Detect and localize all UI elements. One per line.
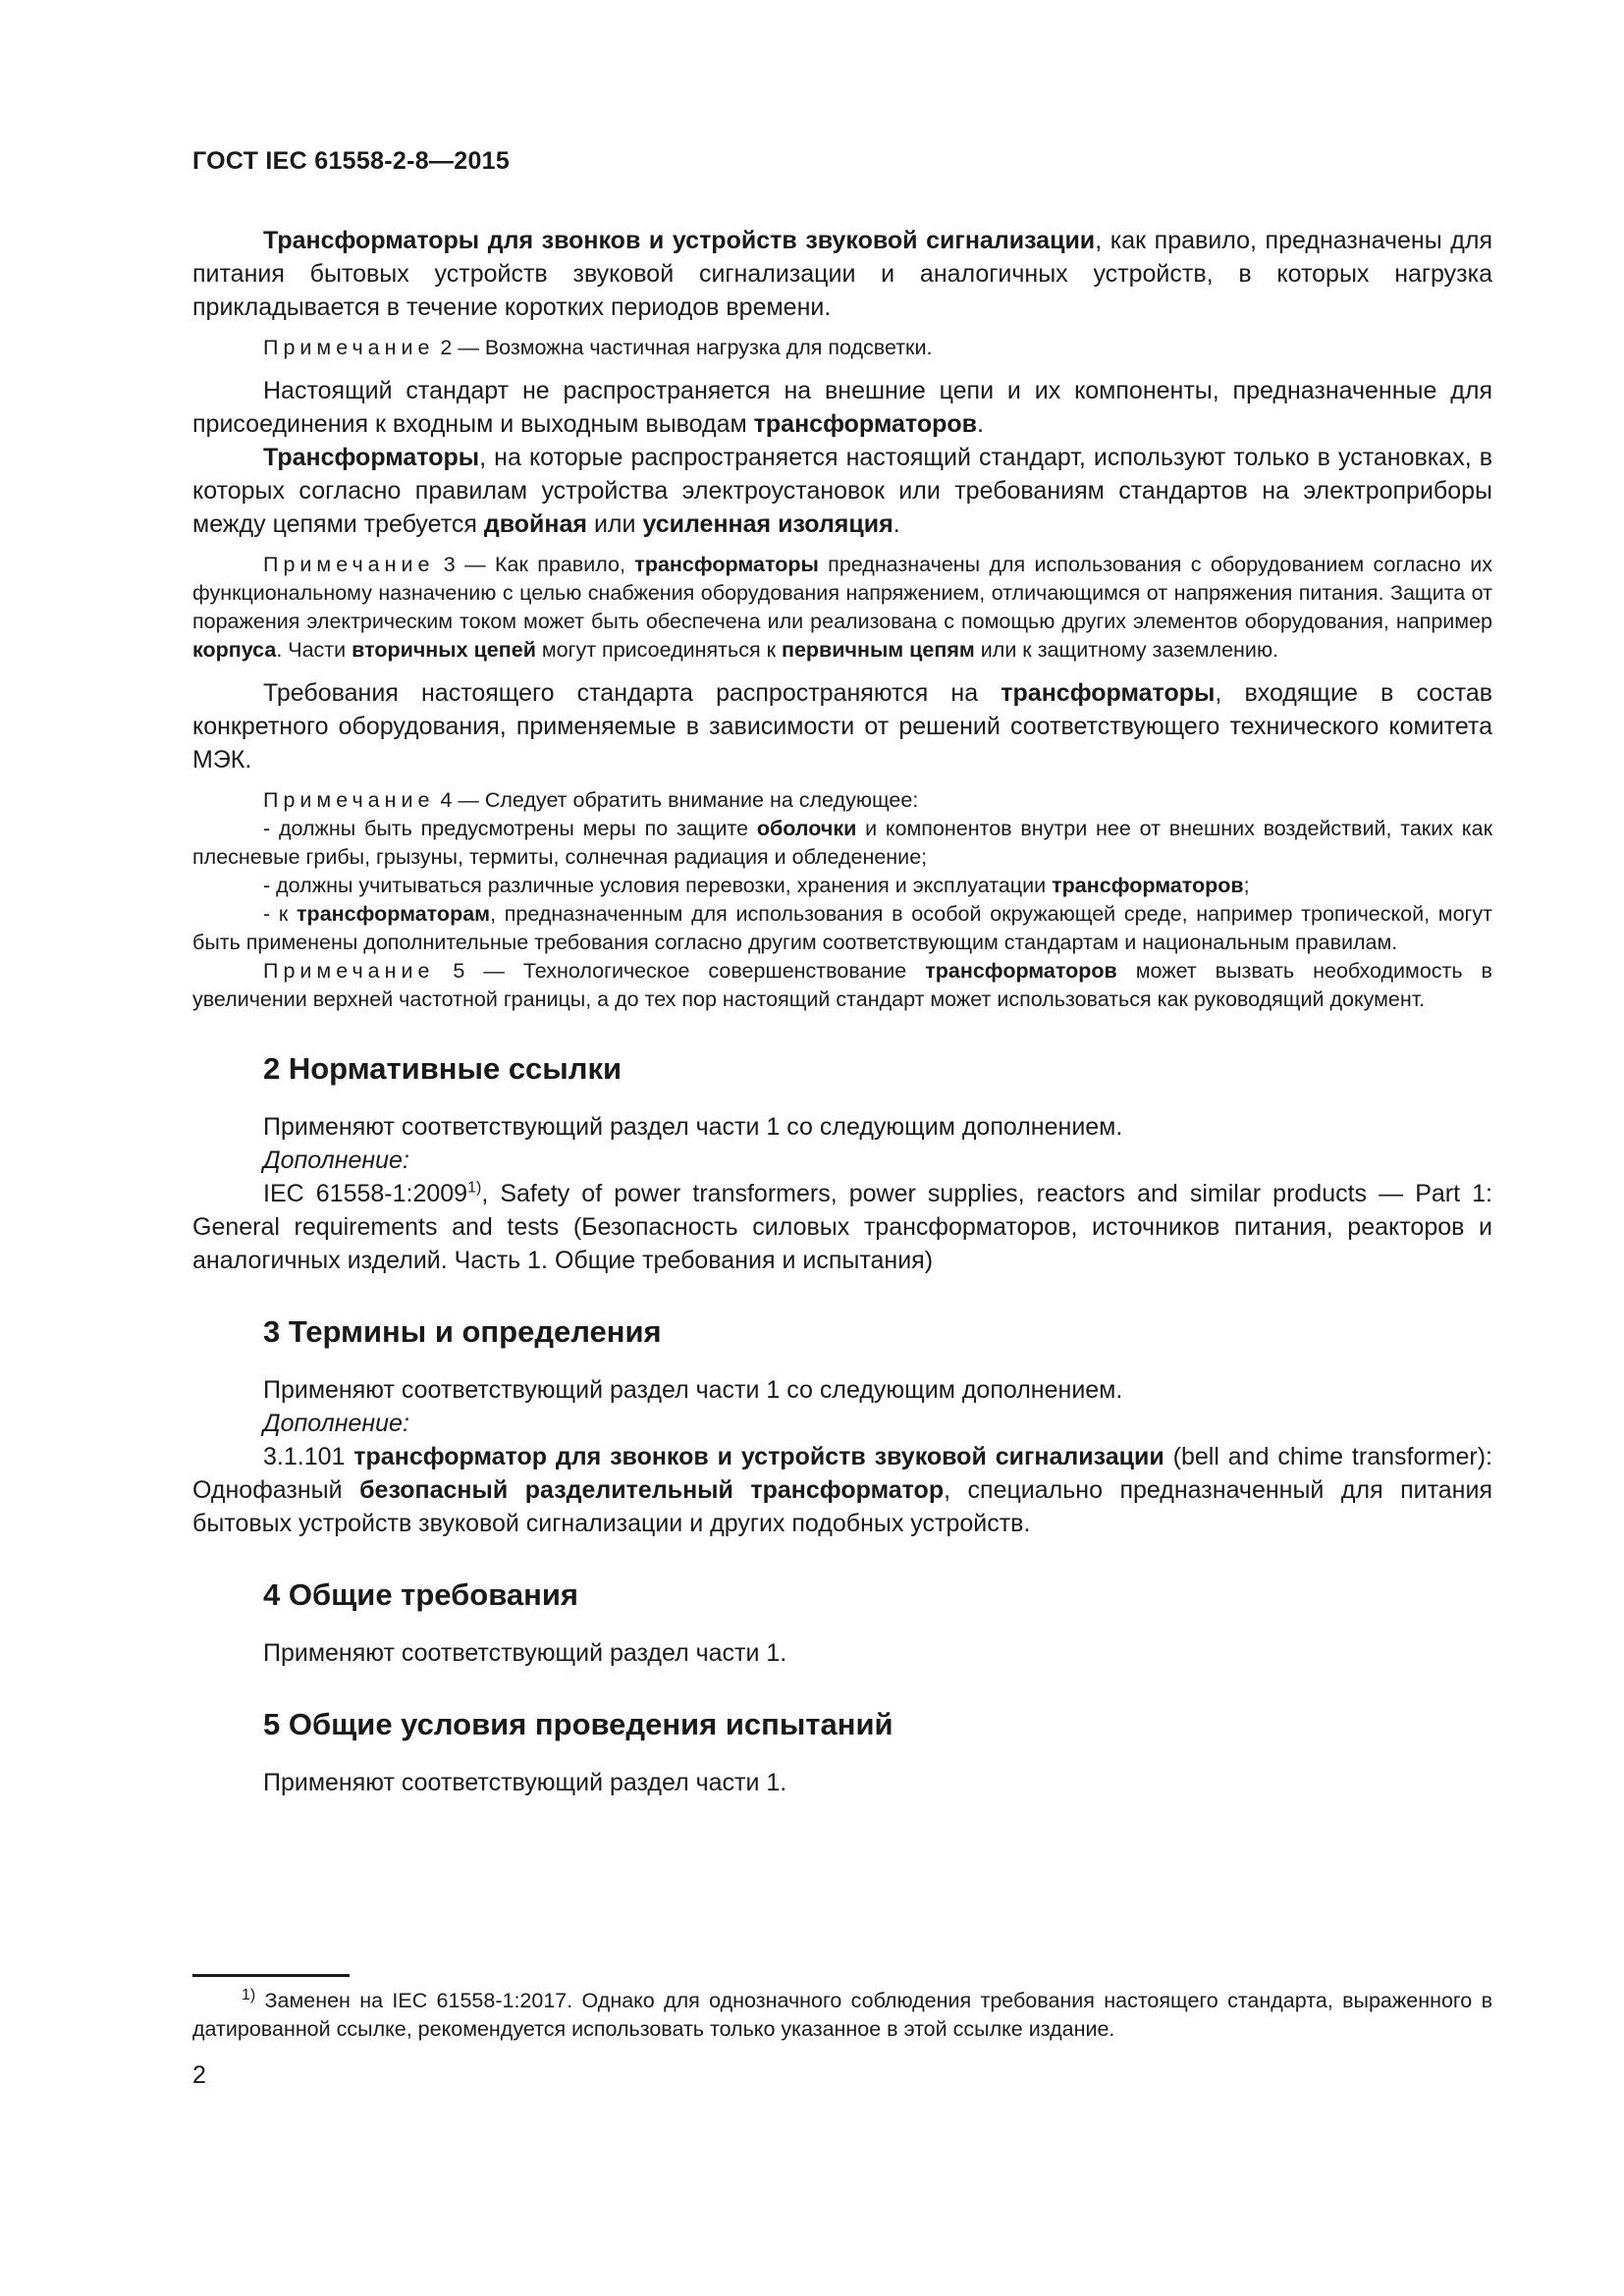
note-2: Примечание 2 — Возможна частичная нагрузка для подсветки. <box>263 336 933 359</box>
document-body <box>192 224 1492 1809</box>
intro-paragraph-1: Трансформаторы для звонков и устройств звуковой сигнализации, как правило, предназначены для питания бытовых устройств звуковой сигнализации и аналогичных устройств, в которых нагрузка прикладывается в течение коротких периодов времени. <box>192 227 1493 321</box>
section-2-reference: IEC 61558-1:2009$^{1)}$, Safety of power transformers, power supplies, reactors and similar products — Part 1: General requirements and tests (Безопасность силовых трансформаторов, источников питания, реакторов и аналогичных изделий. Часть 1. Общие требования и испытания) <box>192 1179 1493 1274</box>
footnote-marker: 1) <box>242 1986 256 2003</box>
section-title-4: 4 Общие требования <box>263 1577 578 1612</box>
footnote-marker: 1) <box>467 1179 482 1197</box>
footnote: $^{1)}$ Заменен на IEC 61558-1:2017. Однако для однозначного соблюдения требования настоящего стандарта, выраженного в датированной ссылке, рекомендуется использовать только указанное в этой ссылке издание. <box>192 1986 1492 2041</box>
section-2-text: Применяют соответствующий раздел части 1 со следующим дополнением. <box>263 1113 1123 1141</box>
intro-paragraph-2: Настоящий стандарт не распространяется на внешние цепи и их компоненты, предназначенные для присоединения к входным и выходным выводам трансформаторов. <box>192 377 1492 438</box>
footnote-divider <box>192 1974 350 1977</box>
intro-paragraph-3: Трансформаторы, на которые распространяется настоящий стандарт, используют только в установках, в которых согласно правилам устройства электроустановок или требованиям стандартов на электроприборы между цепями требуется двойная или усиленная изоляция. <box>192 444 1492 538</box>
note-label: Примечание <box>263 553 435 576</box>
section-3-definition: 3.1.101 трансформатор для звонков и устройств звуковой сигнализации (bell and chime transformer): Однофазный безопасный разделительный трансформатор, специально предназначенный для питания бытовых устройств звуковой сигнализации и других подобных устройств. <box>192 1443 1493 1537</box>
note-3: Примечание 3 — Как правило, трансформаторы предназначены для использования с оборудованием согласно их функциональному назначению с целью снабжения оборудования напряжением, отличающимся от напряжения питания. Защита от поражения электрическим током может быть обеспечена или реализована с помощью других элементов оборудования, например корпуса. Части вторичных цепей могут присоединяться к первичным цепям или к защитному заземлению. <box>192 553 1492 662</box>
term-bold: Трансформаторы для звонков и устройств звуковой сигнализации <box>263 227 1096 254</box>
note-4-item: - должны быть предусмотрены меры по защите оболочки и компонентов внутри нее от внешних воздействий, таких как плесневые грибы, грызуны, термиты, солнечная радиация и обледенение; <box>192 817 1492 869</box>
note-label: Примечание <box>263 788 435 812</box>
intro-paragraph-4: Требования настоящего стандарта распространяются на трансформаторы, входящие в состав конкретного оборудования, применяемые в зависимости от решений соответствующего технического комитета МЭК. <box>192 679 1492 774</box>
note-4-item: - к трансформаторам, предназначенным для использования в особой окружающей среде, например тропической, могут быть применены дополнительные требования согласно другим соответствующим стандартам и национальным правилам. <box>192 902 1492 954</box>
section-4-text: Применяют соответствующий раздел части 1. <box>263 1639 787 1667</box>
note-4-item: - должны учитываться различные условия перевозки, хранения и эксплуатации трансформаторов; <box>263 874 1250 897</box>
section-title-2: 2 Нормативные ссылки <box>263 1051 623 1086</box>
section-title-3: 3 Термины и определения <box>263 1314 662 1349</box>
section-3-addition: Дополнение: <box>263 1410 409 1437</box>
note-label: Примечание <box>263 959 435 983</box>
note-5: Примечание 5 — Технологическое совершенствование трансформаторов может вызвать необходимость в увеличении верхней частотной границы, а до тех пор настоящий стандарт может использоваться как руководящий документ. <box>192 959 1492 1011</box>
section-3-text: Применяют соответствующий раздел части 1 со следующим дополнением. <box>263 1376 1123 1404</box>
section-5-text: Применяют соответствующий раздел части 1. <box>263 1769 787 1796</box>
note-4: Примечание 4 — Следует обратить внимание на следующее: <box>263 788 919 812</box>
note-label: Примечание <box>263 336 435 359</box>
document-header: ГОСТ IEC 61558-2-8—2015 <box>192 147 511 175</box>
page-number: 2 <box>192 2061 206 2089</box>
section-2-addition: Дополнение: <box>263 1147 409 1174</box>
section-title-5: 5 Общие условия проведения испытаний <box>263 1707 893 1741</box>
